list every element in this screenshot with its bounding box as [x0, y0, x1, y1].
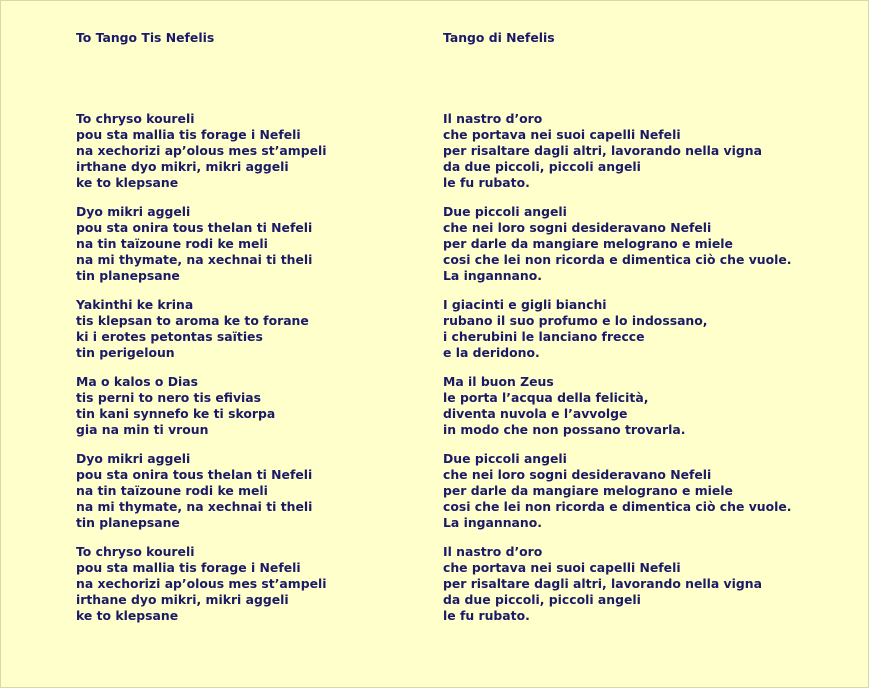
lyric-line: tis perni to nero tis efivias [76, 390, 262, 405]
lyric-line: I giacinti e gigli bianchi [443, 297, 607, 312]
stanza [443, 111, 853, 191]
lyric-line: na mi thymate, na xechnai ti theli [76, 252, 313, 267]
lyric-line: ke to klepsane [76, 608, 179, 623]
stanza [76, 297, 426, 361]
lyric-line: per risaltare dagli altri, lavorando nella vigna [443, 143, 762, 158]
lyric-line: le porta l’acqua della felicità, [443, 390, 649, 405]
lyric-line: ke to klepsane [76, 175, 179, 190]
lyric-line: i cherubini le lanciano frecce [443, 329, 645, 344]
lyric-line: To chryso koureli [76, 111, 195, 126]
italian-title: Tango di Nefelis [443, 30, 555, 45]
italian-translation-column [443, 30, 853, 637]
lyric-line: che portava nei suoi capelli Nefeli [443, 127, 681, 142]
lyric-line: per darle da mangiare melograno e miele [443, 483, 733, 498]
lyric-line: per risaltare dagli altri, lavorando nella vigna [443, 576, 762, 591]
lyric-line: diventa nuvola e l’avvolge [443, 406, 628, 421]
lyric-line: in modo che non possano trovarla. [443, 422, 686, 437]
lyric-line: da due piccoli, piccoli angeli [443, 159, 641, 174]
greek-stanzas [76, 111, 426, 624]
lyric-line: ki i erotes petontas saïties [76, 329, 263, 344]
lyric-line: na tin taïzoune rodi ke meli [76, 483, 268, 498]
lyric-line: na xechorizi ap’olous mes st’ampeli [76, 143, 327, 158]
lyric-line: Ma il buon Zeus [443, 374, 554, 389]
lyric-line: Due piccoli angeli [443, 451, 567, 466]
lyric-line: Il nastro d’oro [443, 111, 543, 126]
lyric-line: na tin taïzoune rodi ke meli [76, 236, 268, 251]
lyric-line: na xechorizi ap’olous mes st’ampeli [76, 576, 327, 591]
lyric-line: irthane dyo mikri, mikri aggeli [76, 592, 289, 607]
lyric-line: na mi thymate, na xechnai ti theli [76, 499, 313, 514]
lyric-line: che nei loro sogni desideravano Nefeli [443, 220, 712, 235]
lyric-line: tin kani synnefo ke ti skorpa [76, 406, 276, 421]
lyric-line: Due piccoli angeli [443, 204, 567, 219]
lyric-line: La ingannano. [443, 268, 542, 283]
stanza [443, 204, 853, 284]
stanza [76, 374, 426, 438]
greek-title: To Tango Tis Nefelis [76, 30, 215, 45]
lyric-line: che nei loro sogni desideravano Nefeli [443, 467, 712, 482]
stanza [76, 451, 426, 531]
lyric-line: pou sta mallia tis forage i Nefeli [76, 560, 301, 575]
lyric-line: da due piccoli, piccoli angeli [443, 592, 641, 607]
lyric-line: pou sta onira tous thelan ti Nefeli [76, 220, 313, 235]
stanza [76, 204, 426, 284]
lyric-line: per darle da mangiare melograno e miele [443, 236, 733, 251]
lyric-line: pou sta mallia tis forage i Nefeli [76, 127, 301, 142]
italian-stanzas [443, 111, 853, 624]
lyric-line: gia na min ti vroun [76, 422, 209, 437]
lyric-line: pou sta onira tous thelan ti Nefeli [76, 467, 313, 482]
lyric-line: cosi che lei non ricorda e dimentica ciò che vuole. [443, 499, 792, 514]
lyric-line: Ma o kalos o Dias [76, 374, 198, 389]
lyric-line: e la deridono. [443, 345, 540, 360]
lyric-line: che portava nei suoi capelli Nefeli [443, 560, 681, 575]
lyric-line: le fu rubato. [443, 175, 530, 190]
greek-transliteration-column [76, 30, 426, 637]
lyric-line: tin planepsane [76, 268, 180, 283]
stanza [443, 374, 853, 438]
lyric-line: Dyo mikri aggeli [76, 204, 191, 219]
lyric-line: rubano il suo profumo e lo indossano, [443, 313, 708, 328]
lyric-line: tin planepsane [76, 515, 180, 530]
lyric-line: le fu rubato. [443, 608, 530, 623]
lyric-line: Il nastro d’oro [443, 544, 543, 559]
lyric-line: Yakinthi ke krina [76, 297, 194, 312]
stanza [76, 111, 426, 191]
lyric-line: tin perigeloun [76, 345, 175, 360]
stanza [76, 544, 426, 624]
lyric-line: irthane dyo mikri, mikri aggeli [76, 159, 289, 174]
lyric-line: La ingannano. [443, 515, 542, 530]
lyric-line: cosi che lei non ricorda e dimentica ciò che vuole. [443, 252, 792, 267]
stanza [443, 544, 853, 624]
stanza [443, 297, 853, 361]
lyric-line: To chryso koureli [76, 544, 195, 559]
lyric-line: Dyo mikri aggeli [76, 451, 191, 466]
stanza [443, 451, 853, 531]
lyric-line: tis klepsan to aroma ke to forane [76, 313, 309, 328]
